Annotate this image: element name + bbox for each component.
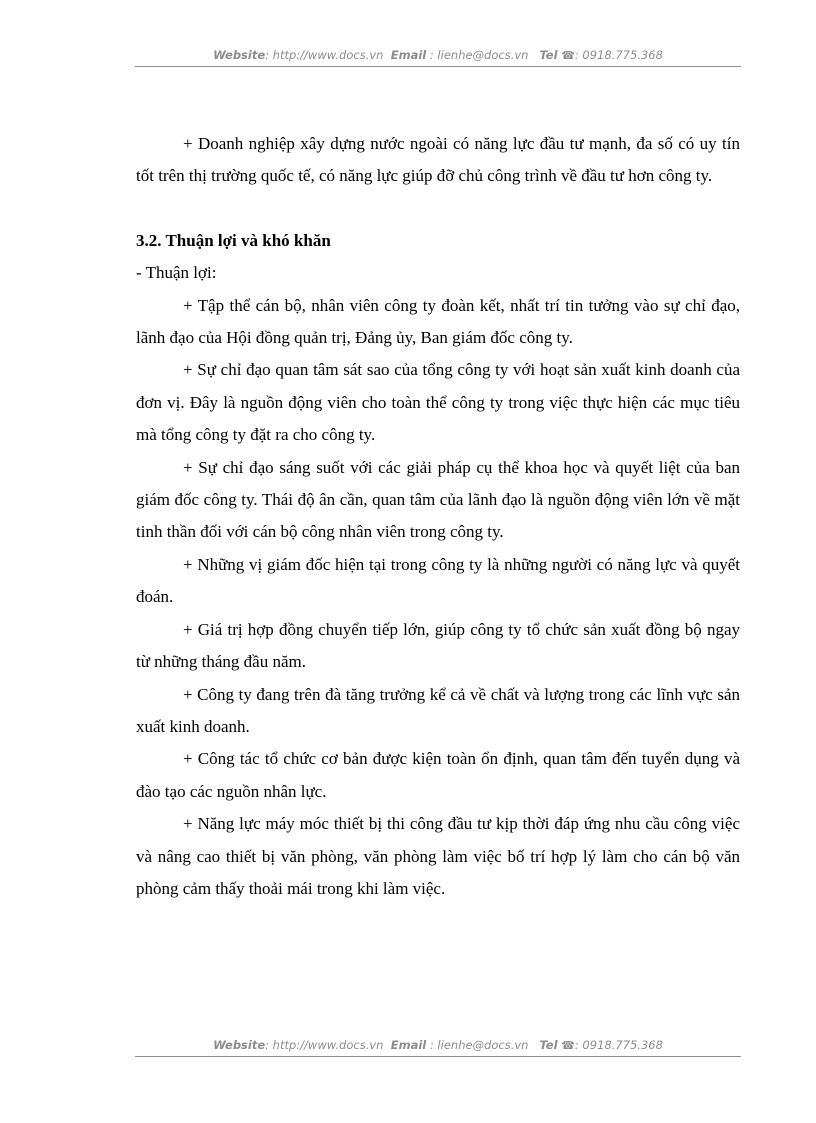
paragraph-gap: [136, 193, 740, 225]
footer-email-label: Email: [390, 1038, 427, 1052]
footer-tel-value: : 0918.775.368: [574, 1038, 663, 1052]
footer-email-link[interactable]: : lienhe@docs.vn: [429, 1038, 529, 1052]
point-paragraph: + Những vị giám đốc hiện tại trong công ty là những người có năng lực và quyết đoán.: [136, 554, 740, 607]
intro-paragraph: + Doanh nghiệp xây dựng nước ngoài có năng lực đầu tư mạnh, đa số có uy tín tốt trên thị trường quốc tế, có năng lực giúp đỡ chủ công trình về đầu tư hơn công ty.: [136, 134, 740, 186]
header-tel-label: Tel: [539, 48, 558, 62]
point-paragraph: + Công tác tổ chức cơ bản được kiện toàn ổn định, quan tâm đến tuyển dụng và đào tạo các nguồn nhân lực.: [136, 749, 740, 801]
phone-icon: ☎: [561, 1039, 575, 1052]
point-paragraph: + Tập thể cán bộ, nhân viên công ty đoàn kết, nhất trí tin tưởng vào sự chỉ đạo, lãnh đạo của Hội đồng quản trị, Đảng ủy, Ban giám đốc công ty.: [136, 295, 740, 348]
header-email-link[interactable]: : lienhe@docs.vn: [429, 48, 529, 62]
header-tel-value: : 0918.775.368: [574, 48, 663, 62]
sub-heading: - Thuận lợi:: [136, 263, 217, 283]
point-paragraph: + Sự chỉ đạo quan tâm sát sao của tổng công ty với hoạt sản xuất kinh doanh của đơn vị. Đây là nguồn động viên cho toàn thể công ty trong việc thực hiện các mục tiêu mà tổng công ty đặt ra cho công ty.: [136, 360, 740, 445]
header-website-label: Website: [213, 48, 266, 62]
header-email-label: Email: [390, 48, 427, 62]
footer-website-label: Website: [213, 1038, 266, 1052]
footer-divider: [135, 1056, 741, 1057]
footer-website-link[interactable]: : http://www.docs.vn: [265, 1038, 384, 1052]
point-paragraph: + Năng lực máy móc thiết bị thi công đầu tư kịp thời đáp ứng nhu cầu công việc và nâng cao thiết bị văn phòng, văn phòng làm việc bố trí hợp lý làm cho cán bộ văn phòng cảm thấy thoải mái trong khi làm việc.: [136, 814, 740, 898]
phone-icon: ☎: [561, 49, 575, 62]
footer-tel-label: Tel: [539, 1038, 558, 1052]
document-body: [136, 128, 740, 905]
point-paragraph: + Công ty đang trên đà tăng trưởng kể cả về chất và lượng trong các lĩnh vực sản xuất kinh doanh.: [136, 684, 740, 736]
header-website-link[interactable]: : http://www.docs.vn: [265, 48, 384, 62]
point-paragraph: + Sự chỉ đạo sáng suốt với các giải pháp cụ thể khoa học và quyết liệt của ban giám đốc công ty. Thái độ ân cần, quan tâm của lãnh đạo là nguồn động viên lớn về mặt tinh thần đối với cán bộ công nhân viên trong công ty.: [136, 457, 740, 542]
header-divider: [135, 66, 741, 67]
page-header: [135, 48, 741, 62]
page-footer: [135, 1038, 741, 1052]
point-paragraph: + Giá trị hợp đồng chuyển tiếp lớn, giúp công ty tổ chức sản xuất đồng bộ ngay từ những tháng đầu năm.: [136, 619, 740, 672]
section-heading: 3.2. Thuận lợi và khó khăn: [136, 230, 331, 250]
